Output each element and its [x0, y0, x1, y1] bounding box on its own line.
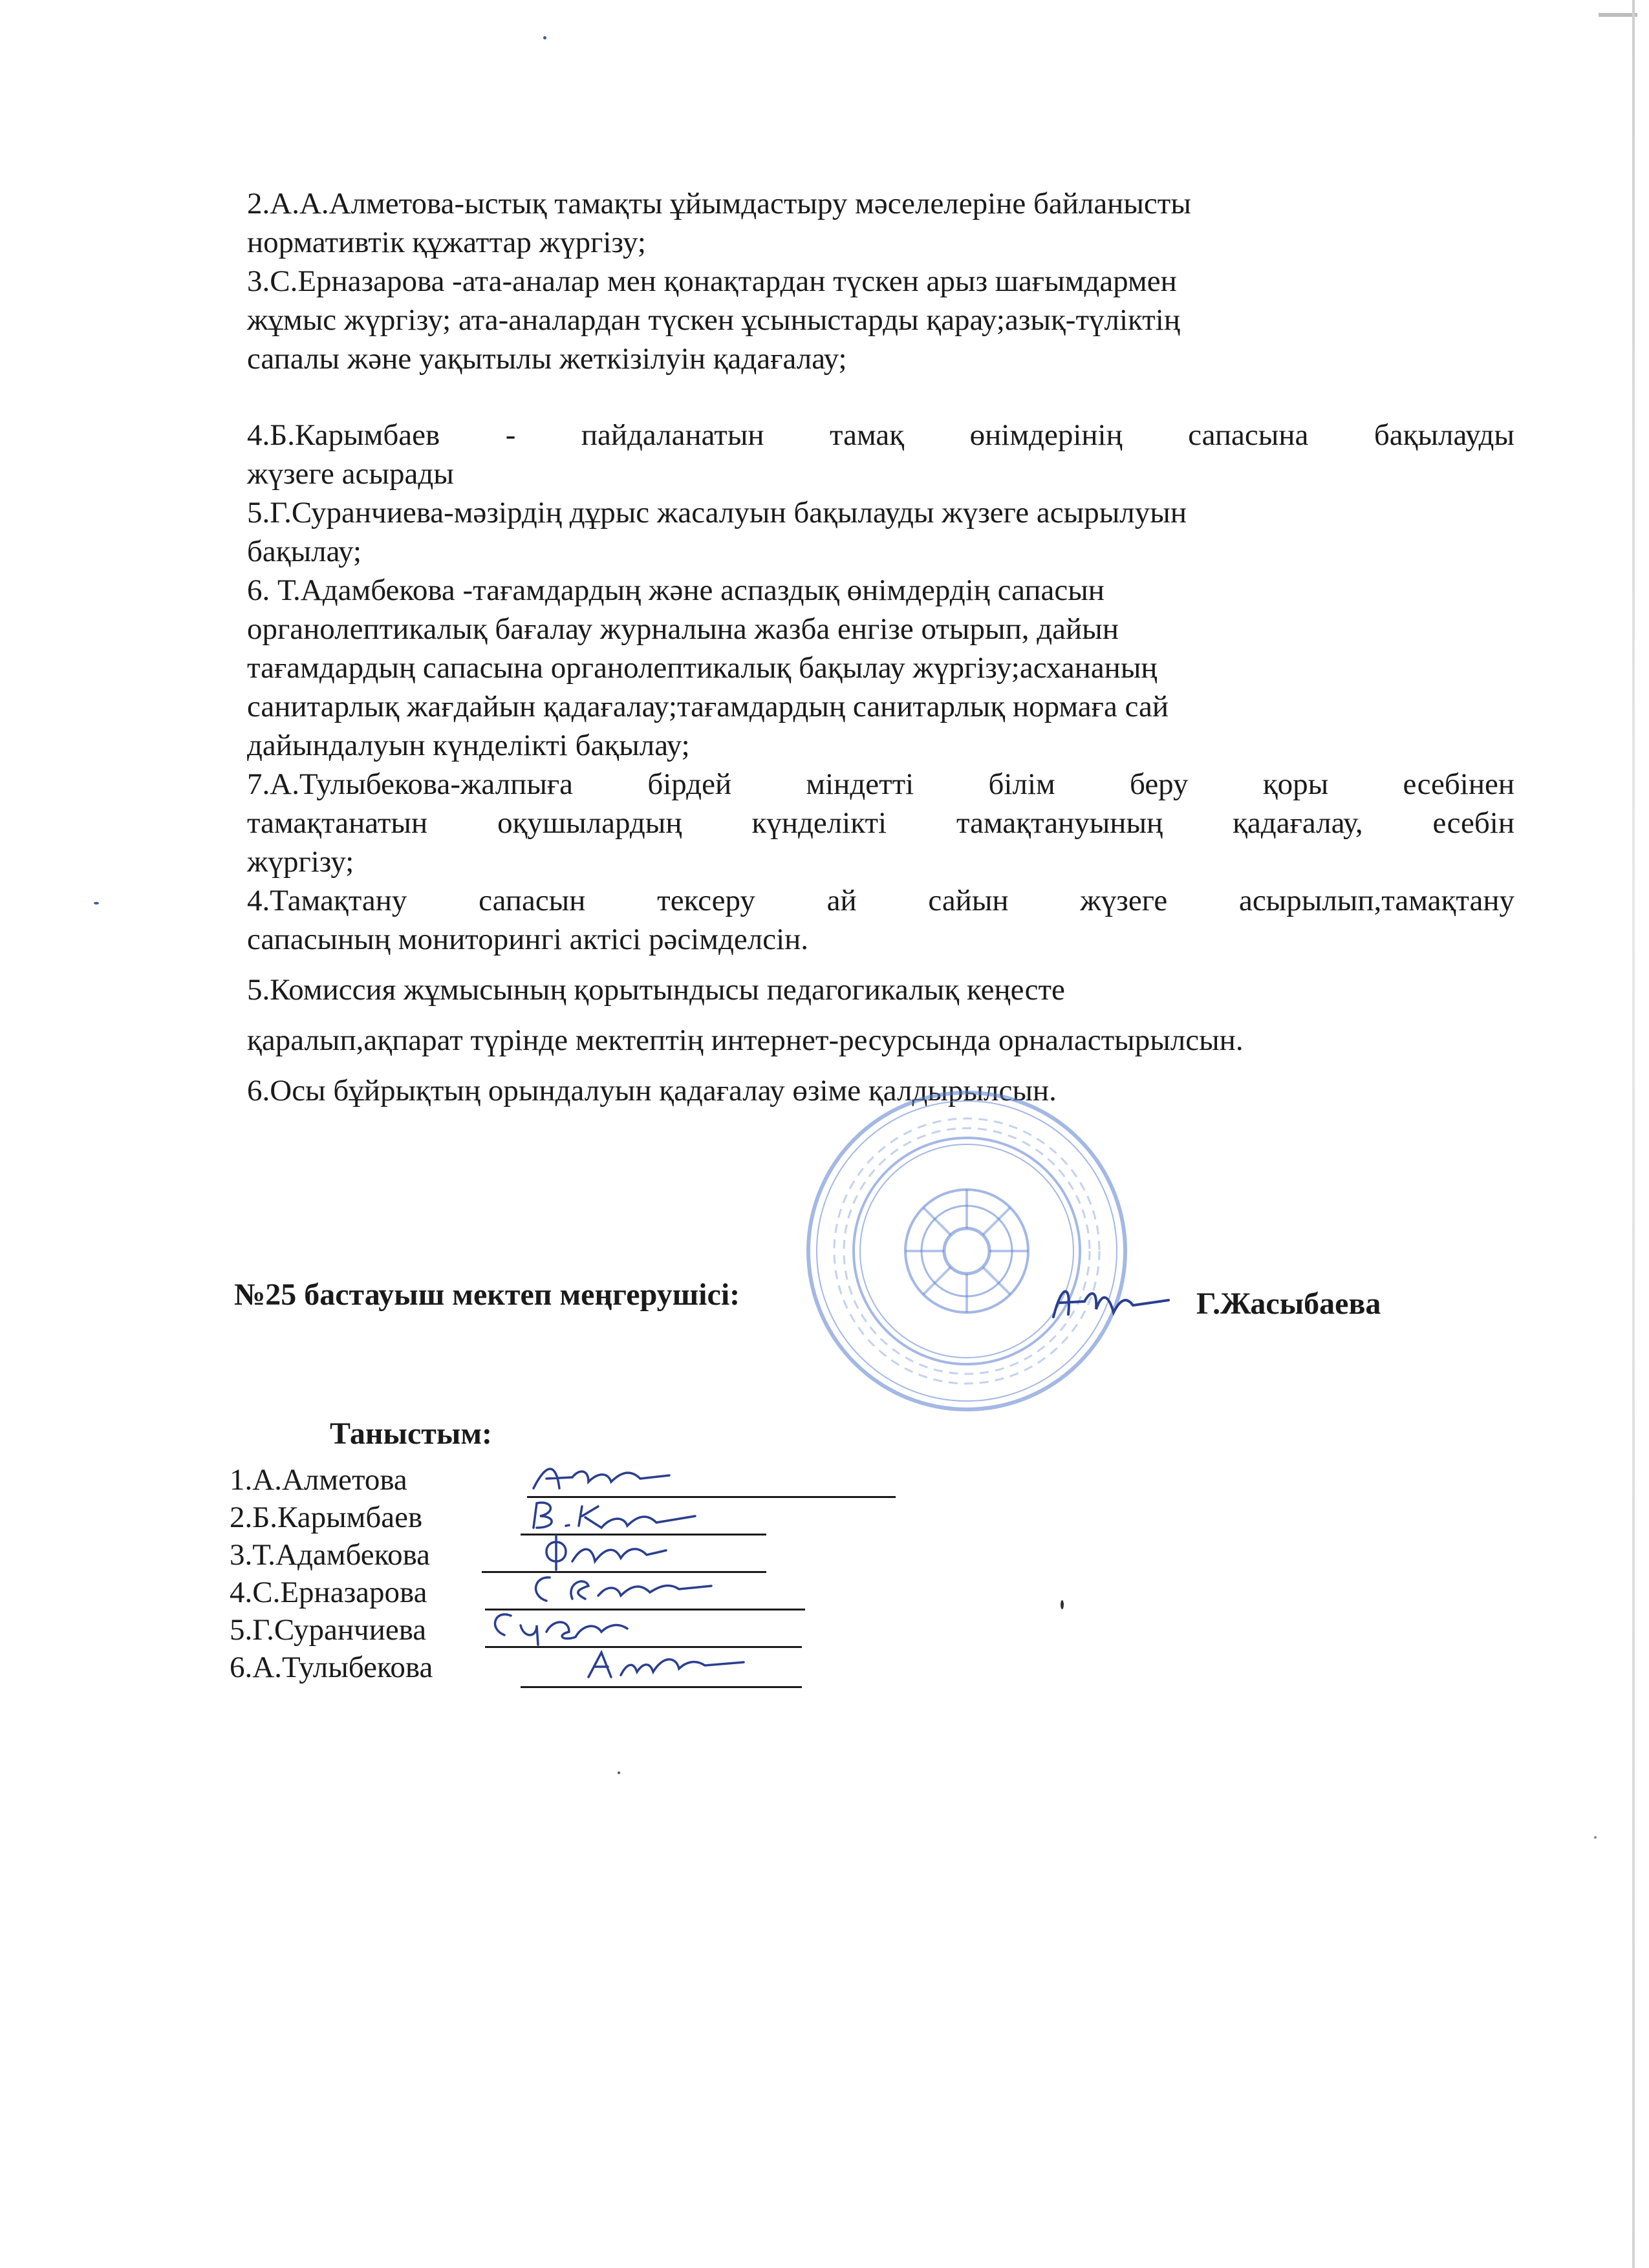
text-line: 2.А.А.Алметова-ыстық тамақты ұйымдастыру мәселелеріне байланысты [247, 187, 1191, 220]
acknowledger-name: 4.С.Ерназарова [230, 1576, 427, 1609]
text-line: 4.Тамақтану сапасын тексеру ай сайын жүзеге асырылып,тамақтану [247, 884, 1514, 917]
list-item [230, 1612, 433, 1650]
list-item [230, 1575, 433, 1612]
list-item [230, 1500, 433, 1537]
text-line: нормативтік құжаттар жүргізу; [247, 226, 646, 259]
text-line: 6.Осы бұйрықтың орындалуын қадағалау өзіме қалдырылсын. [247, 1074, 1057, 1107]
signature-line [521, 1686, 802, 1688]
scan-edge-right [1632, 0, 1635, 2268]
text-line: дайындалуын күнделікті бақылау; [247, 729, 690, 762]
text-line: сапасының мониторингі актісі рәсімделсін. [247, 923, 809, 956]
text-line: тамақтанатын оқушылардың күнделікті тамақтануының қадағалау, есебін [247, 806, 1514, 840]
text-line: органолептикалық бағалау журналына жазба енгізе отырып, дайын [247, 612, 1119, 646]
signature-icon [527, 1497, 702, 1535]
text-line: жүзеге асырады [247, 457, 454, 491]
signature-icon [485, 1606, 640, 1647]
director-title: №25 бастауыш мектеп меңгерушісі: [234, 1278, 740, 1312]
list-item [230, 1537, 433, 1575]
director-signature-row [234, 1277, 1502, 1335]
text-line: 7.А.Тулыбекова-жалпыға бірдей міндетті білім беру қоры есебінен [247, 767, 1514, 801]
acknowledger-name: 5.Г.Суранчиева [230, 1613, 427, 1647]
text-line: сапалы және уақытылы жеткізілуін қадағалау; [247, 342, 847, 376]
scan-edge-top [1599, 13, 1637, 17]
scan-speck [94, 902, 99, 904]
acknowledger-name: 3.Т.Адамбекова [230, 1538, 430, 1572]
text-line: жұмыс жүргізу; ата-аналардан түскен ұсыныстарды қарау;азық-түліктің [247, 303, 1180, 337]
text-line: бақылау; [247, 535, 362, 568]
text-line: 5.Г.Суранчиева-мәзірдің дұрыс жасалуын бақылауды жүзеге асырылуын [247, 496, 1187, 530]
list-item [230, 1650, 433, 1687]
text-line: 3.С.Ерназарова -ата-аналар мен қонақтардан түскен арыз шағымдармен [247, 264, 1177, 298]
list-item [230, 1462, 433, 1500]
order-body [247, 184, 1514, 1110]
text-line: жүргізу; [247, 845, 354, 879]
acknowledger-name: 1.А.Алметова [230, 1463, 407, 1497]
acknowledgement-heading: Таныстым: [330, 1417, 492, 1451]
text-line: санитарлық жағдайын қадағалау;тағамдардың санитарлық нормаға сай [247, 690, 1169, 723]
scan-speck [1594, 1836, 1597, 1839]
signature-icon [582, 1646, 750, 1686]
text-line: тағамдардың сапасына органолептикалық бақылау жүргізу;асхананың [247, 651, 1158, 685]
acknowledgement-list [230, 1462, 433, 1687]
signature-icon [540, 1532, 669, 1572]
acknowledger-name: 2.Б.Карымбаев [230, 1501, 423, 1534]
official-seal-icon [802, 1086, 1132, 1416]
acknowledger-name: 6.А.Тулыбекова [230, 1651, 433, 1684]
director-signature-icon [1046, 1277, 1175, 1335]
scan-speck [618, 1771, 620, 1774]
text-line: 5.Комиссия жұмысының қорытындысы педагогикалық кеңесте [247, 973, 1065, 1007]
text-line: 4.Б.Карымбаев - пайдаланатын тамақ өнімдерінің сапасына бақылауды [247, 418, 1514, 452]
text-line: қаралып,ақпарат түрінде мектептің интернет-ресурсында орналастырылсын. [247, 1023, 1244, 1057]
scan-speck [1061, 1600, 1064, 1609]
text-line: 6. Т.Адамбекова -тағамдардың және аспаздық өнімдердің сапасын [247, 573, 1105, 607]
signature-icon [527, 1570, 715, 1610]
scan-speck [543, 36, 546, 39]
signature-icon [527, 1459, 676, 1498]
director-name: Г.Жасыбаева [1196, 1287, 1381, 1321]
